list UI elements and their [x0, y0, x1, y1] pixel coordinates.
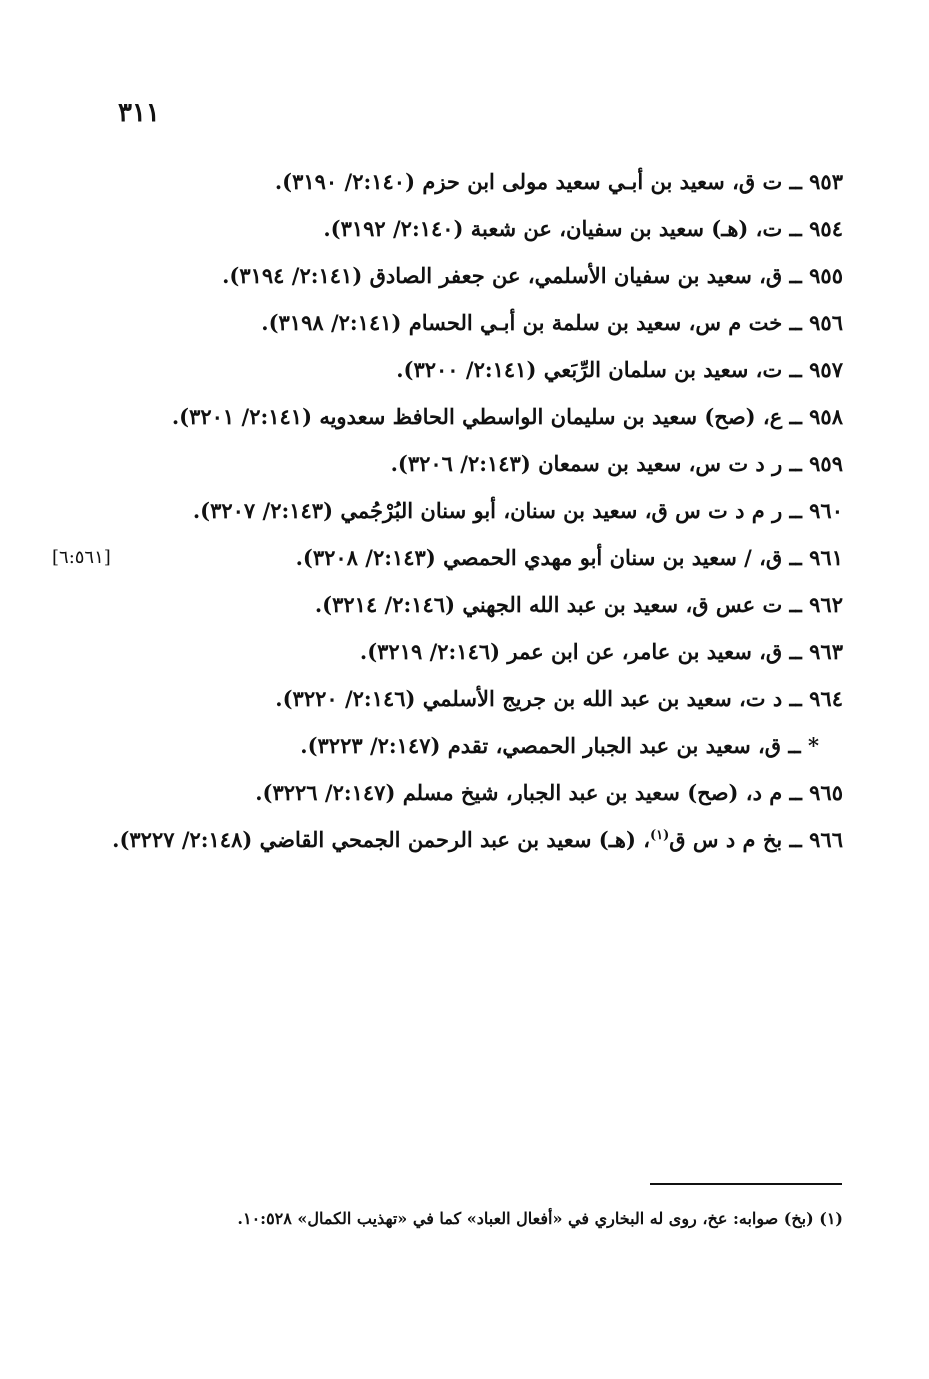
entry-955: ٩٥٥ ــ ق، سعيد بن سفيان الأسلمي، عن جعفر الصادق (٢:١٤١/ ٣١٩٤).	[222, 263, 843, 288]
entry-953: ٩٥٣ ــ ت ق، سعيد بن أبـي سعيد مولى ابن حزم (٢:١٤٠/ ٣١٩٠).	[274, 169, 843, 194]
margin-reference: [٦:٥٦١]	[52, 547, 111, 568]
footnote: (١) (بخ) صوابه: عخ، روى له البخاري في «أفعال العباد» كما في «تهذيب الكمال» ١٠:٥٢٨.	[237, 1209, 843, 1228]
entry-965: ٩٦٥ ــ م د، (صح) سعيد بن عبد الجبار، شيخ مسلم (٢:١٤٧/ ٣٢٢٦).	[255, 780, 843, 805]
entry-cross-reference: * ــ ق، سعيد بن عبد الجبار الحمصي، تقدم (٢:١٤٧/ ٣٢٢٣).	[300, 733, 819, 758]
entry-958: ٩٥٨ ــ ع، (صح) سعيد بن سليمان الواسطي الحافظ سعدويه (٢:١٤١/ ٣٢٠١).	[171, 404, 843, 429]
entry-964: ٩٦٤ ــ د ت، سعيد بن عبد الله بن جريج الأسلمي (٢:١٤٦/ ٣٢٢٠).	[275, 686, 843, 711]
page-number: ٣١١	[118, 98, 160, 128]
entry-966	[110, 816, 843, 863]
entries-list	[52, 158, 843, 863]
entry-961	[52, 534, 843, 581]
entry-962: ٩٦٢ ــ ت عس ق، سعيد بن عبد الله الجهني (٢:١٤٦/ ٣٢١٤).	[314, 592, 843, 617]
entry-959: ٩٥٩ ــ ر د ت س، سعيد بن سمعان (٢:١٤٣/ ٣٢٠٦).	[390, 451, 843, 476]
entry-960: ٩٦٠ ــ ر م د ت س ق، سعيد بن سنان، أبو سنان البُرْجُمي (٢:١٤٣/ ٣٢٠٧).	[192, 498, 843, 523]
entry-966-start: ٩٦٦ ــ بخ م د س ق	[669, 827, 843, 852]
entry-956: ٩٥٦ ــ خت م س، سعيد بن سلمة بن أبـي الحسام (٢:١٤١/ ٣١٩٨).	[261, 310, 843, 335]
entry-957: ٩٥٧ ــ ت، سعيد بن سلمان الرِّبَعي (٢:١٤١/ ٣٢٠٠).	[396, 357, 843, 382]
entry-954: ٩٥٤ ــ ت، (هـ) سعيد بن سفيان، عن شعبة (٢:١٤٠/ ٣١٩٢).	[323, 216, 843, 241]
footnote-marker: (١)	[650, 828, 670, 843]
entry-966-end: ، (هـ) سعيد بن عبد الرحمن الجمحي القاضي (٢:١٤٨/ ٣٢٢٧).	[112, 827, 650, 852]
footnote-divider	[650, 1183, 842, 1185]
entry-963: ٩٦٣ ــ ق، سعيد بن عامر، عن ابن عمر (٢:١٤٦/ ٣٢١٩).	[359, 639, 843, 664]
entry-961-text: ٩٦١ ــ ق، / سعيد بن سنان أبو مهدي الحمصي (٢:١٤٣/ ٣٢٠٨).	[295, 545, 843, 570]
